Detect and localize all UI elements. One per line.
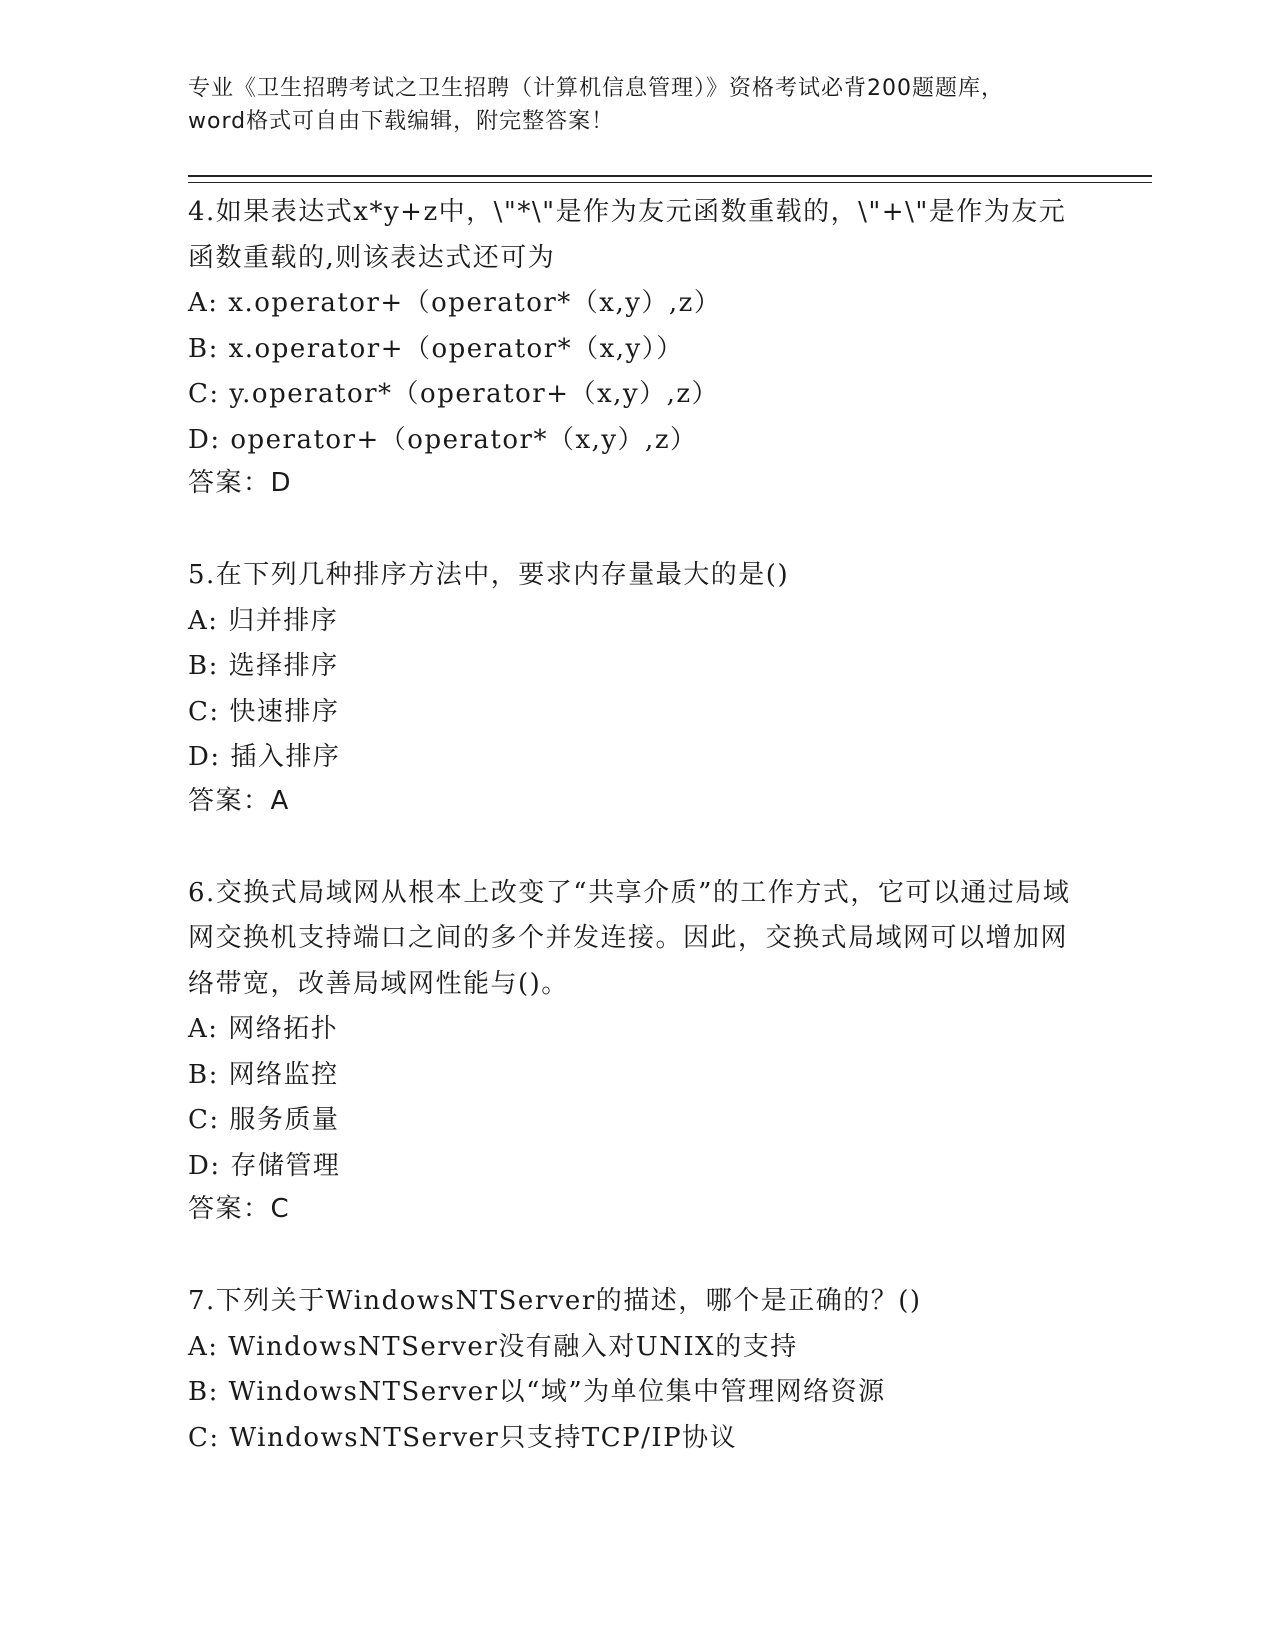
header-line-1: 专业《卫生招聘考试之卫生招聘（计算机信息管理）》资格考试必背200题题库， [188,76,1004,101]
option-c: C: 快速排序 [188,696,340,727]
answer-label: 答案：C [188,1194,291,1224]
question-item [188,553,1088,821]
option-d: D: 存储管理 [188,1150,341,1181]
document-header [188,72,1078,138]
question-item [188,871,1088,1230]
question-text: 5.在下列几种排序方法中，要求内存量最大的是() [188,560,790,590]
option-d: D: 插入排序 [188,742,341,772]
option-a: A: 网络拓扑 [188,1014,339,1044]
header-line-2: word格式可自由下载编辑，附完整答案！ [188,109,615,134]
question-list [188,190,1088,1461]
answer-label: 答案：A [188,785,290,816]
option-c: C: WindowsNTServer只支持TCP/IP协议 [188,1422,738,1453]
option-b: B: WindowsNTServer以“域”为单位集中管理网络资源 [188,1377,886,1407]
option-a: A: WindowsNTServer没有融入对UNIX的支持 [188,1331,798,1362]
answer-label: 答案：D [188,468,293,498]
question-text: 4.如果表达式x*y+z中，\"*\"是作为友元函数重载的，\"+\"是作为友元函数重载的,则该表达式还可为 [188,197,1067,273]
question-item [188,190,1088,503]
option-c: C: 服务质量 [188,1105,340,1135]
option-b: B: 网络监控 [188,1059,339,1090]
header-divider-thick [188,175,1152,177]
question-text: 6.交换式局域网从根本上改变了“共享介质”的工作方式，它可以通过局域网交换机支持端口之间的多个并发连接。因此，交换式局域网可以增加网络带宽，改善局域网性能与()。 [188,877,1071,999]
option-d: D: operator+（operator*（x,y）,z） [188,424,698,455]
option-c: C: y.operator*（operator+（x,y）,z） [188,379,720,409]
question-text: 7.下列关于WindowsNTServer的描述，哪个是正确的？() [188,1286,922,1316]
question-item [188,1279,1088,1461]
option-a: A: x.operator+（operator*（x,y）,z） [188,288,722,318]
option-b: B: 选择排序 [188,651,339,681]
option-b: B: x.operator+（operator*（x,y）） [188,333,684,364]
header-divider-thin [188,182,1152,183]
option-a: A: 归并排序 [188,605,339,636]
